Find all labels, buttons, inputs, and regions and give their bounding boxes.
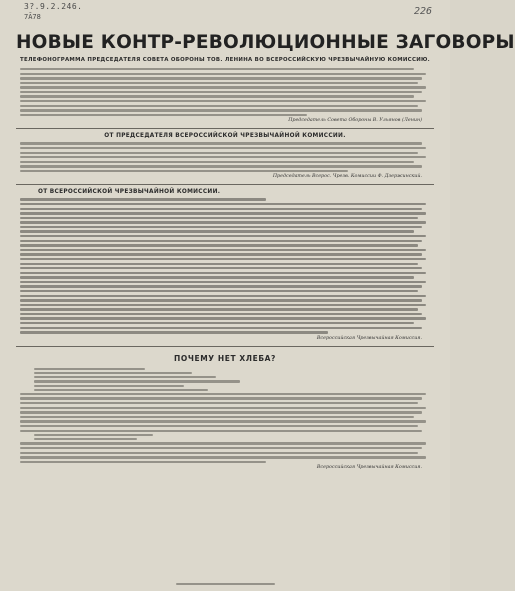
section-dzerzhinsky-text bbox=[20, 142, 430, 172]
vchk-signature: Всероссийская Чрезвычайная Комиссия. bbox=[316, 335, 422, 341]
section-vchk-heading: ОТ ВСЕРОССИЙСКОЙ ЧРЕЗВЫЧАЙНОЙ КОМИССИИ. bbox=[38, 189, 221, 196]
divider bbox=[16, 128, 434, 129]
handwritten-archive-number: 3?.9.2.246. bbox=[24, 2, 83, 11]
section-bread-text bbox=[20, 393, 430, 432]
dzerzhinsky-signature: Председатель Всерос. Чрезв. Комиссии Ф. Дзержинский. bbox=[272, 174, 422, 180]
section-bread-text-2 bbox=[20, 442, 430, 463]
section-bread-verse-2 bbox=[34, 434, 430, 440]
section-dzerzhinsky-heading: ОТ ПРЕДСЕДАТЕЛЯ ВСЕРОССИЙСКОЙ ЧРЕЗВЫЧАЙНОЙ КОМИССИИ. bbox=[104, 133, 346, 140]
divider bbox=[16, 184, 434, 185]
lenin-signature: Председатель Совета Обороны В. Ульянов (Ленин) bbox=[288, 118, 422, 124]
section-bread-verse bbox=[34, 368, 430, 391]
divider bbox=[16, 346, 434, 347]
handwritten-archive-subnumber: 7Ã78 bbox=[24, 13, 41, 21]
printer-imprint bbox=[0, 583, 450, 585]
bread-signature: Всероссийская Чрезвычайная Комиссия. bbox=[316, 465, 422, 471]
handwritten-page-number: 226 bbox=[413, 6, 432, 17]
section-lenin-text bbox=[20, 68, 430, 116]
section-bread-heading: ПОЧЕМУ НЕТ ХЛЕБА? bbox=[173, 353, 277, 363]
section-vchk-text bbox=[20, 198, 430, 333]
document-subtitle: ТЕЛЕФОНОГРАММА ПРЕДСЕДАТЕЛЯ СОВЕТА ОБОРОНЫ ТОВ. ЛЕНИНА ВО ВСЕРОССИЙСКУЮ ЧРЕЗВЫЧАЙНУЮ КОМИССИЮ. bbox=[20, 57, 430, 63]
document-title: НОВЫЕ КОНТР-РЕВОЛЮЦИОННЫЕ ЗАГОВОРЫ bbox=[16, 32, 515, 53]
